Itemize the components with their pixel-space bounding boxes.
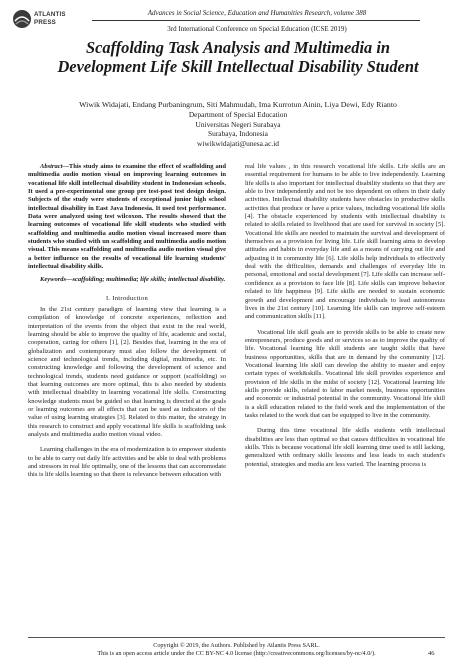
logo-text [34,11,66,26]
intro-paragraph-2: Learning challenges in the era of modernization is to empower students to be able to carry out daily life activities and be able to deal with problems and stressors in real life optimally, one of the lessons that can accommodate this is life skills learning so that there is relevance between education with [28,446,226,479]
abstract-label: Abstract [40,163,63,170]
section-heading-introduction: I. Introduction [105,294,149,302]
keywords-text: —scaffolding; multimedia; life skills; intellectual disability. [66,276,226,284]
logo-text-line2: PRESS [34,18,56,26]
publisher-logo [12,7,87,33]
body-paragraph-3: During this time vocational life skills students with intellectual disabilities are less than optimal so that causes difficulties in vocational life skills. This is because vocational life skill learning time used is still lacking, generalized with ordinary skills lessons and less leads to each student's potential, strategies and media are less varied. The learning process is [245,427,445,468]
affiliation [40,110,436,148]
affiliation-location: Surabaya, Indonesia [208,129,268,139]
conference-name: 3rd International Conference on Special Education (ICSE 2019) [167,25,347,33]
footer-divider [28,637,445,638]
license-line[interactable]: This is an open access article under the CC BY-NC 4.0 license (http://creativecommons.org/licenses/by-nc/4.0/). [97,650,376,657]
body-paragraph-2: Vocational life skill goals are to provide skills to be able to create new entrepreneurs, produce goods and or services so as to improve the quality of life. Vocational learning life skill students are taught skills that have business opportunities, skills that are in demand by the community [12]. Vocational learning life skill can develop the ability to master and enjoy certain types of work&skills. Vocational life skill provides experience and provision of life skills in the midst of society [12]. Vocational learning life skills provide skills, related to labor market needs, business opportunities and economic or industrial potential in the community. Vocational life skill is a skill education related to the field work and the implementation of the tasks related to the work that can be equipped to live in the community. [245,328,445,419]
affiliation-university: Universitas Negeri Surabaya [195,119,281,129]
paper-title: Scaffolding Task Analysis and Multimedia in Development Life Skill Intellectual Disability Student [57,38,419,76]
keywords-label: Keywords [40,276,66,284]
copyright-notice [28,642,445,658]
keywords [28,276,226,284]
logo-text-line1: ATLANTIS [34,11,66,18]
header-divider [92,20,420,21]
atlantis-logo-icon [12,9,32,29]
page-number: 46 [428,650,435,657]
copyright-line: Copyright © 2019, the Authors. Published by Atlantis Press SARL. [153,642,320,649]
abstract [28,163,226,271]
journal-name: Advances in Social Science, Education and Humanities Research, volume 388 [147,9,367,17]
affiliation-email[interactable]: wiwikwidajati@unesa.ac.id [197,138,279,148]
affiliation-department: Department of Special Education [188,110,288,119]
right-column [245,163,445,469]
abstract-text: —This study aims to examine the effect of scaffolding and multimedia audio motion visual on improving learning outcomes in vocational life skill intellectual disability student in Indonesian schools. It used a pre-experimental one group pre test-post test design design. Subjects of the study were students of exceptional junior high school intellectual disability in East Java Indonesia. It used test performance. Data were analyzed using test wilcoxon. The results showed that the learning outcomes of vocational life skill students who studied with scaffolding and multimedia audio motion visual increased more than students who studied with un scaffolding and multimedia audio motion visual. This means scaffolding and multimedia audio motion visual give a better influence on the results of vocational life learning students' intellectual disability skills. [28,163,226,271]
left-column [28,163,226,480]
body-paragraph-1: real life values , in this research vocational life skills. Life skills are an essential requirement for humans to be able to live independently. Learning life skills is also important for intellectual disability students so that they are able to live independently and not be too dependent on others in their daily activities. Intellectual disability students have obstacles in productive skills activities that produce or have a price values, including vocational life skills [4]. The obstacle experienced by students with intellectual disability is related to skills related to livelihood that are used for survival in society [5]. Vocational life skills are needed to maintain the survival and development of themselves as a provision for living life. Life skill learning aims to develop attitudes and habits in everyday life and as a means of carrying out life and adjusting it in community life [6]. Life skills help individuals to effectively deal with the difficulties, demands and challenges of everyday life in personal, emotional and social development [7]. Life skills can increase self-confidence as a provision to face life [8]. Life skills can improve behavior related to life happiness [9]. Life skills are needed to sustain economic growth and development and encourage individuals to lead autonomous lives in the 21st century [10]. Learning life skills can improve self-esteem and communication skills [11]. [245,163,445,321]
author-list: Wiwik Widajati, Endang Purbaningrum, Siti Mahmudah, Ima Kurrotun Ainin, Liya Dewi, Edy Rianto [79,100,397,109]
intro-paragraph-1: In the 21st century paradigm of learning view that learning is a compilation of knowledge of concrete experiences, reflection and interpretation of the events from the object that exist in the real world, learning should be able to improve the quality of life, academic and social, cooperation, caring for others [1], [2]. Besides that, learning in the era of globalization and contemporary must also follow the development of science and technological trends, including digital, multimedia, etc. In constructing knowledge and following the development of science and technological trends, students need guidance or support (scaffolding) so that learning outcomes are more optimal, this is also needed by students with intellectual disability in learning vocational life skills. Constructing knowledge students must be guided so that learning is directed at the goals or learning outcomes are all effects that can be used as indicators of the value of using learning strategies [3]. Related to this matter, the strategy in this research to construct and apply vocational life skills is scaffolding task analysis and multimedia audio motion visual video. [28,305,226,438]
